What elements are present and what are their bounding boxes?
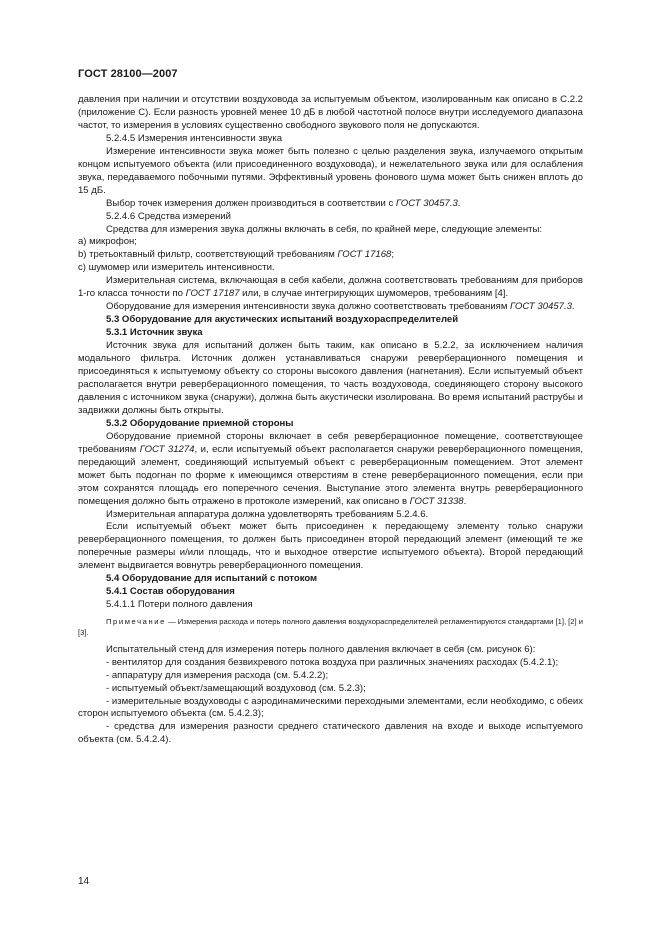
paragraph: Измерительная аппаратура должна удовлетворять требованиям 5.2.4.6. (106, 508, 429, 520)
standard-reference: ГОСТ 17168 (337, 249, 392, 261)
list-item: - измерительные воздуховоды с аэродинамическими переходными элементами, если необходимо, с обеих сторон испытуемого объекта (см. 5.4.2.3); (78, 695, 583, 720)
standard-reference: ГОСТ 31338 (409, 495, 464, 507)
list-item: - вентилятор для создания безвихревого потока воздуха при различных значениях расходах (5.4.2.1); (106, 656, 559, 668)
page-number: 14 (78, 876, 90, 887)
section-heading-5-4-1: 5.4.1 Состав оборудования (106, 586, 235, 598)
paragraph: Если испытуемый объект может быть присоединен к передающему элементу только снаружи реверберационного помещения, то должен быть присоединен второй передающий элемент (имеющий те же поперечные размеры и/или площадь, что и выходное отверстие испытуемого объекта). Второй передающий элемент выдвигается вовнутрь реверберационного помещения. (78, 521, 583, 572)
paragraph: Измерительная система, включающая в себя кабели, должна соответствовать требованиям для приборов 1-го класса точности по ГОСТ 17187 или, в случае интегрирующих шумомеров, требованиям [4]. (78, 275, 583, 300)
standard-reference: ГОСТ 17187 (185, 288, 240, 300)
section-heading-5-4: 5.4 Оборудование для испытаний с потоком (106, 573, 318, 585)
list-item: - средства для измерения разности среднего статического давления на входе и выходе испытуемого объекта (см. 5.4.2.4). (78, 721, 583, 746)
standard-reference: ГОСТ 30457.3 (395, 197, 458, 209)
paragraph: Измерение интенсивности звука может быть полезно с целью разделения звука, излучаемого открытым концом испытуемого объекта (или присоединенного воздуховода), и нежелательного звука или для ослабления звука, передаваемого побочными путями. Эффективный уровень фонового шума может быть снижен вплоть до 15 дБ. (78, 145, 583, 196)
section-heading-5-4-1-1: 5.4.1.1 Потери полного давления (106, 599, 253, 611)
document-header: ГОСТ 28100—2007 (78, 68, 178, 80)
list-item: b) третьоктавный фильтр, соответствующий требованиям ГОСТ 17168; (78, 249, 394, 261)
paragraph: Оборудование приемной стороны включает в себя реверберационное помещение, соответствующее требованиям ГОСТ 31274, и, если испытуемый объект располагается снаружи реверберационного помещения, передающий элемент, соединяющий испытуемый объект с реверберационным помещением. Этот элемент может быть подогнан по форме к имеющимся отверстиям в стене реверберационного помещения, если при этом сохранятся площадь его поперечного сечения. Выступание этого элемента внутрь реверберационного помещения должно быть отражено в протоколе измерений, как описано в ГОСТ 31338. (78, 430, 583, 507)
section-heading-5-2-4-5: 5.2.4.5 Измерения интенсивности звука (106, 132, 283, 144)
section-heading-5-3-2: 5.3.2 Оборудование приемной стороны (106, 417, 294, 429)
paragraph: Средства для измерения звука должны включать в себя, по крайней мере, следующие элементы: (106, 223, 542, 235)
section-heading-5-3: 5.3 Оборудование для акустических испытаний воздухораспределителей (106, 314, 459, 326)
list-item: a) микрофон; (78, 236, 137, 248)
paragraph: Оборудование для измерения интенсивности звука должно соответствовать требованиям ГОСТ 30457.3. (106, 301, 575, 313)
paragraph: Источник звука для испытаний должен быть таким, как описано в 5.2.2, за исключением наличия модального фильтра. Источник должен устанавливаться снаружи реверберационного помещения и присоединяться к испытуемому объекту со стороны высокого давления (нагнетания). Если испытуемый объект располагается внутри реверберационного помещения, то часть воздуховода, соединяющего сторону высокого давления с источником звука (снаружи), должна быть акустически изолирована. Во время испытаний раструбы и задвижки должны быть открыты. (78, 340, 583, 416)
paragraph: давления при наличии и отсутствии воздуховода за испытуемым объектом, изолированным как описано в С.2.2 (приложение С). Если разность уровней менее 10 дБ в любой частотной полосе внутри исследуемого диапазона частот, то измерения в условиях существенно свободного звукового поля не допускаются. (78, 94, 583, 131)
section-heading-5-3-1: 5.3.1 Источник звука (106, 327, 203, 339)
paragraph: Испытательный стенд для измерения потерь полного давления включает в себя (см. рисунок 6): (106, 643, 536, 655)
document-body (78, 94, 583, 747)
list-item: - аппаратуру для измерения расхода (см. 5.4.2.2); (106, 669, 329, 681)
list-item: c) шумомер или измеритель интенсивности. (78, 262, 275, 274)
paragraph: Выбор точек измерения должен производиться в соответствии с ГОСТ 30457.3. (106, 197, 461, 209)
standard-reference: ГОСТ 30457.3 (510, 301, 572, 313)
note: Примечание — Измерения расхода и потерь полного давления воздухораспределителей регламентируются стандартами [1], [2] и [3]. (78, 617, 583, 637)
standard-reference: ГОСТ 31274 (139, 443, 195, 455)
list-item: - испытуемый объект/замещающий воздуховод (см. 5.2.3); (106, 682, 366, 694)
note-label: Примечание (106, 617, 166, 627)
section-heading-5-2-4-6: 5.2.4.6 Средства измерений (106, 210, 231, 222)
